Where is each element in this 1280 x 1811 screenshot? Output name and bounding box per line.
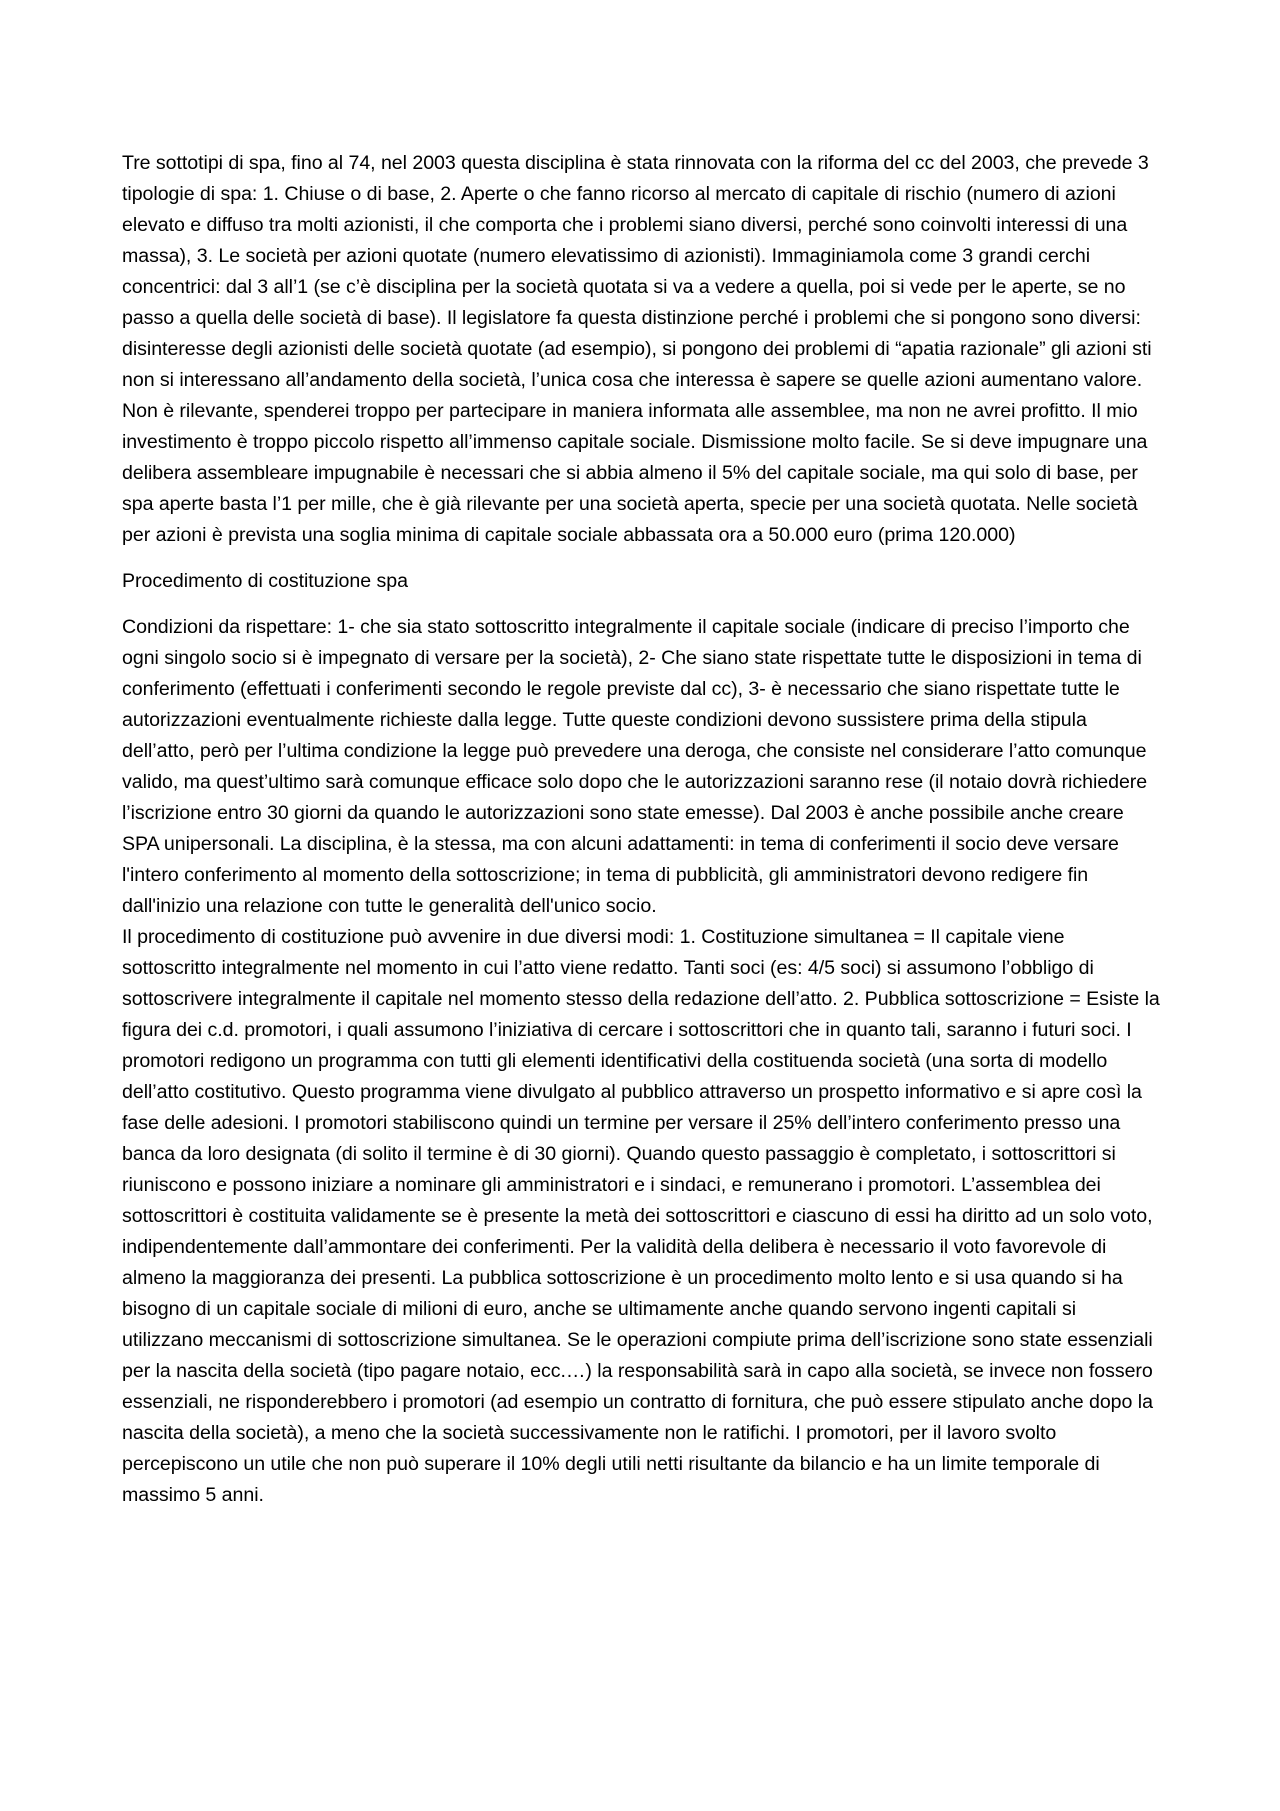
paragraph-spa-subtypes: Tre sottotipi di spa, fino al 74, nel 2003 questa disciplina è stata rinnovata con la riforma del cc del 2003, che prevede 3 tipologie di spa: 1. Chiuse o di base, 2. Aperte o che fanno ricorso al mercato di capitale di rischio (numero di azioni elevato e diffuso tra molti azionisti, il che comporta che i problemi siano diversi, perché sono coinvolti interessi di una massa), 3. Le società per azioni quotate (numero elevatissimo di azionisti). Immaginiamola come 3 grandi cerchi concentrici: dal 3 all’1 (se c’è disciplina per la società quotata si va a vedere a quella, poi si vede per le aperte, se no passo a quella delle società di base). Il legislatore fa questa distinzione perché i problemi che si pongono sono diversi: disinteresse degli azionisti delle società quotate (ad esempio), si pongono dei problemi di “apatia razionale” gli azioni sti non si interessano all’andamento della società, l’unica cosa che interessa è sapere se quelle azioni aumentano valore. Non è rilevante, spenderei troppo per partecipare in maniera informata alle assemblee, ma non ne avrei profitto. Il mio investimento è troppo piccolo rispetto all’immenso capitale sociale. Dismissione molto facile. Se si deve impugnare una delibera assembleare impugnabile è necessari che si abbia almeno il 5% del capitale sociale, ma qui solo di base, per spa aperte basta l’1 per mille, che è già rilevante per una società aperta, specie per una società quotata. Nelle società per azioni è prevista una soglia minima di capitale sociale abbassata ora a 50.000 euro (prima 120.000) [122, 152, 1152, 546]
paragraph-conditions: Condizioni da rispettare: 1- che sia stato sottoscritto integralmente il capitale sociale (indicare di preciso l’importo che ogni singolo socio si è impegnato di versare per la società), 2- Che siano state rispettate tutte le disposizioni in tema di conferimento (effettuati i conferimenti secondo le regole previste dal cc), 3- è necessario che siano rispettate tutte le autorizzazioni eventualmente richieste dalla legge. Tutte queste condizioni devono sussistere prima della stipula dell’atto, però per l’ultima condizione la legge può prevedere una deroga, che consiste nel considerare l’atto comunque valido, ma quest’ultimo sarà comunque efficace solo dopo che le autorizzazioni saranno rese (il notaio dovrà richiedere l’iscrizione entro 30 giorni da quando le autorizzazioni sono state emesse). Dal 2003 è anche possibile anche creare SPA unipersonali. La disciplina, è la stessa, ma con alcuni adattamenti: in tema di conferimenti il socio deve versare l'intero conferimento al momento della sottoscrizione; in tema di pubblicità, gli amministratori devono redigere fin dall'inizio una relazione con tutte le generalità dell'unico socio. [122, 616, 1148, 917]
document-body [122, 148, 1162, 1511]
section-heading: Procedimento di costituzione spa [122, 570, 408, 592]
paragraph-procedure: Il procedimento di costituzione può avvenire in due diversi modi: 1. Costituzione simultanea = Il capitale viene sottoscritto integralmente nel momento in cui l’atto viene redatto. Tanti soci (es: 4/5 soci) si assumono l’obbligo di sottoscrivere integralmente il capitale nel momento stesso della redazione dell’atto. 2. Pubblica sottoscrizione = Esiste la figura dei c.d. promotori, i quali assumono l’iniziativa di cercare i sottoscrittori che in quanto tali, saranno i futuri soci. I promotori redigono un programma con tutti gli elementi identificativi della costituenda società (una sorta di modello dell’atto costitutivo. Questo programma viene divulgato al pubblico attraverso un prospetto informativo e si apre così la fase delle adesioni. I promotori stabiliscono quindi un termine per versare il 25% dell’intero conferimento presso una banca da loro designata (di solito il termine è di 30 giorni). Quando questo passaggio è completato, i sottoscrittori si riuniscono e possono iniziare a nominare gli amministratori e i sindaci, e remunerano i promotori. L’assemblea dei sottoscrittori è costituita validamente se è presente la metà dei sottoscrittori e ciascuno di essi ha diritto ad un solo voto, indipendentemente dall’ammontare dei conferimenti. Per la validità della delibera è necessario il voto favorevole di almeno la maggioranza dei presenti. La pubblica sottoscrizione è un procedimento molto lento e si usa quando si ha bisogno di un capitale sociale di milioni di euro, anche se ultimamente anche quando servono ingenti capitali si utilizzano meccanismi di sottoscrizione simultanea. Se le operazioni compiute prima dell’iscrizione sono state essenziali per la nascita della società (tipo pagare notaio, ecc.…) la responsabilità sarà in capo alla società, se invece non fossero essenziali, ne risponderebbero i promotori (ad esempio un contratto di fornitura, che può essere stipulato anche dopo la nascita della società), a meno che la società successivamente non le ratifichi. I promotori, per il lavoro svolto percepiscono un utile che non può superare il 10% degli utili netti risultante da bilancio e ha un limite temporale di massimo 5 anni. [122, 926, 1160, 1506]
